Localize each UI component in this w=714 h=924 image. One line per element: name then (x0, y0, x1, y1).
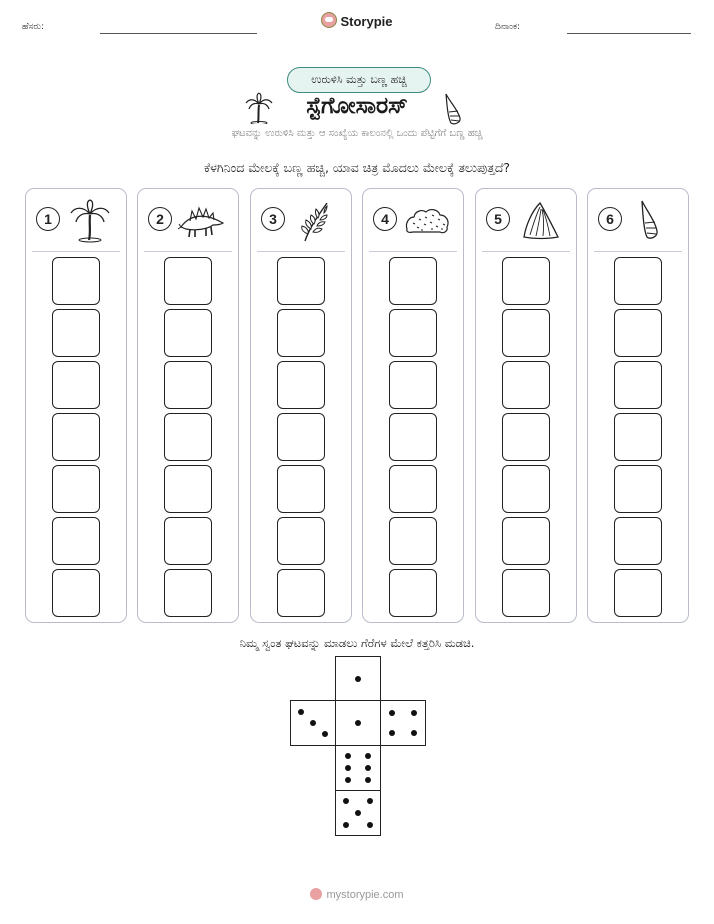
pip (411, 730, 417, 736)
fossil-shell-icon (516, 199, 564, 243)
color-box[interactable] (502, 309, 550, 357)
color-box[interactable] (52, 517, 100, 565)
color-box[interactable] (614, 361, 662, 409)
color-box[interactable] (614, 569, 662, 617)
color-box[interactable] (52, 309, 100, 357)
column-1 (25, 188, 127, 623)
color-box[interactable] (52, 413, 100, 461)
color-box[interactable] (389, 361, 437, 409)
page-subtitle: ಘಟವನ್ನು ಉರುಳಿಸಿ ಮತ್ತು ಆ ಸಂಖ್ಯೆಯ ಕಾಲಂನಲ್ಲಿ ಒಂದು ಪೆಟ್ಟಿಗೆಗೆ ಬಣ್ಣ ಹಚ್ಚಿ (231, 128, 483, 139)
pip (367, 822, 373, 828)
pip (343, 798, 349, 804)
pip (310, 720, 316, 726)
color-box[interactable] (277, 517, 325, 565)
cutout-instructions: ನಿಮ್ಮ ಸ್ವಂತ ಘಟವನ್ನು ಮಾಡಲು ಗೆರೆಗಳ ಮೇಲೆ ಕತ್ತರಿಸಿ ಮಡಚಿ. (239, 636, 475, 650)
color-box[interactable] (502, 257, 550, 305)
page-title: ಸ್ಟೆಗೋಸಾರಸ್ (306, 93, 408, 119)
color-box[interactable] (614, 257, 662, 305)
bush-icon (403, 199, 451, 243)
column-number: 2 (148, 207, 172, 231)
color-box[interactable] (164, 309, 212, 357)
pip (298, 709, 304, 715)
pip (345, 753, 351, 759)
color-box[interactable] (614, 517, 662, 565)
column-4 (362, 188, 464, 623)
color-box[interactable] (502, 413, 550, 461)
brand-name: Storypie (340, 14, 393, 29)
color-box[interactable] (389, 257, 437, 305)
dice-face-1-center (335, 700, 381, 746)
column-3 (250, 188, 352, 623)
column-divider (257, 251, 345, 252)
column-divider (594, 251, 682, 252)
activity-pill: ಉರುಳಿಸಿ ಮತ್ತು ಬಣ್ಣ ಹಚ್ಚಿ (287, 67, 431, 93)
dice-face-4 (380, 700, 426, 746)
footer-link[interactable] (0, 888, 714, 901)
dice-face-5 (335, 790, 381, 836)
color-box[interactable] (614, 465, 662, 513)
dice-face-6 (335, 745, 381, 791)
color-box[interactable] (277, 361, 325, 409)
mascot-icon (310, 888, 322, 900)
brand-logo (0, 12, 714, 29)
color-box[interactable] (164, 517, 212, 565)
pip (365, 777, 371, 783)
color-box[interactable] (389, 517, 437, 565)
pip (365, 765, 371, 771)
color-box[interactable] (277, 569, 325, 617)
pip (355, 810, 361, 816)
color-box[interactable] (164, 257, 212, 305)
column-number: 1 (36, 207, 60, 231)
pip (389, 710, 395, 716)
column-divider (482, 251, 570, 252)
pip (411, 710, 417, 716)
mascot-icon (321, 12, 337, 28)
column-divider (32, 251, 120, 252)
column-number: 4 (373, 207, 397, 231)
color-box[interactable] (389, 569, 437, 617)
footer-url: mystorypie.com (326, 889, 404, 901)
color-box[interactable] (389, 309, 437, 357)
date-line[interactable] (567, 33, 691, 34)
column-number: 3 (261, 207, 285, 231)
dice-face-3 (290, 700, 336, 746)
column-divider (144, 251, 232, 252)
color-box[interactable] (277, 309, 325, 357)
pip (355, 720, 361, 726)
color-box[interactable] (502, 361, 550, 409)
pip (389, 730, 395, 736)
color-box[interactable] (164, 413, 212, 461)
color-box[interactable] (502, 517, 550, 565)
color-box[interactable] (164, 569, 212, 617)
pip (355, 676, 361, 682)
column-number: 5 (486, 207, 510, 231)
color-box[interactable] (52, 257, 100, 305)
pip (322, 731, 328, 737)
stegosaurus-icon (178, 199, 226, 243)
color-box[interactable] (164, 465, 212, 513)
color-box[interactable] (277, 413, 325, 461)
color-box[interactable] (277, 257, 325, 305)
color-box[interactable] (52, 569, 100, 617)
color-box[interactable] (52, 361, 100, 409)
color-box[interactable] (277, 465, 325, 513)
color-box[interactable] (52, 465, 100, 513)
column-5 (475, 188, 577, 623)
pip (345, 777, 351, 783)
pip (345, 765, 351, 771)
dice-face-1 (335, 656, 381, 702)
name-line[interactable] (100, 33, 257, 34)
color-box[interactable] (389, 465, 437, 513)
column-divider (369, 251, 457, 252)
color-box[interactable] (614, 309, 662, 357)
column-6 (587, 188, 689, 623)
column-2 (137, 188, 239, 623)
horn-icon (628, 199, 676, 243)
fern-leaf-icon (291, 199, 339, 243)
pip (365, 753, 371, 759)
color-box[interactable] (389, 413, 437, 461)
date-label: ದಿನಾಂಕ: (495, 22, 521, 32)
dice-net (290, 656, 426, 836)
pip (343, 822, 349, 828)
horn-icon (442, 92, 466, 126)
color-box[interactable] (502, 569, 550, 617)
color-box[interactable] (164, 361, 212, 409)
column-number: 6 (598, 207, 622, 231)
question-text: ಕೆಳಗಿನಿಂದ ಮೇಲಕ್ಕೆ ಬಣ್ಣ ಹಚ್ಚಿ, ಯಾವ ಚಿತ್ರ ಮೊದಲು ಮೇಲಕ್ಕೆ ತಲುಪುತ್ತದೆ? (203, 160, 511, 175)
palm-tree-icon (66, 199, 114, 243)
color-box[interactable] (502, 465, 550, 513)
pip (367, 798, 373, 804)
name-label: ಹೆಸರು: (22, 22, 45, 32)
color-box[interactable] (614, 413, 662, 461)
